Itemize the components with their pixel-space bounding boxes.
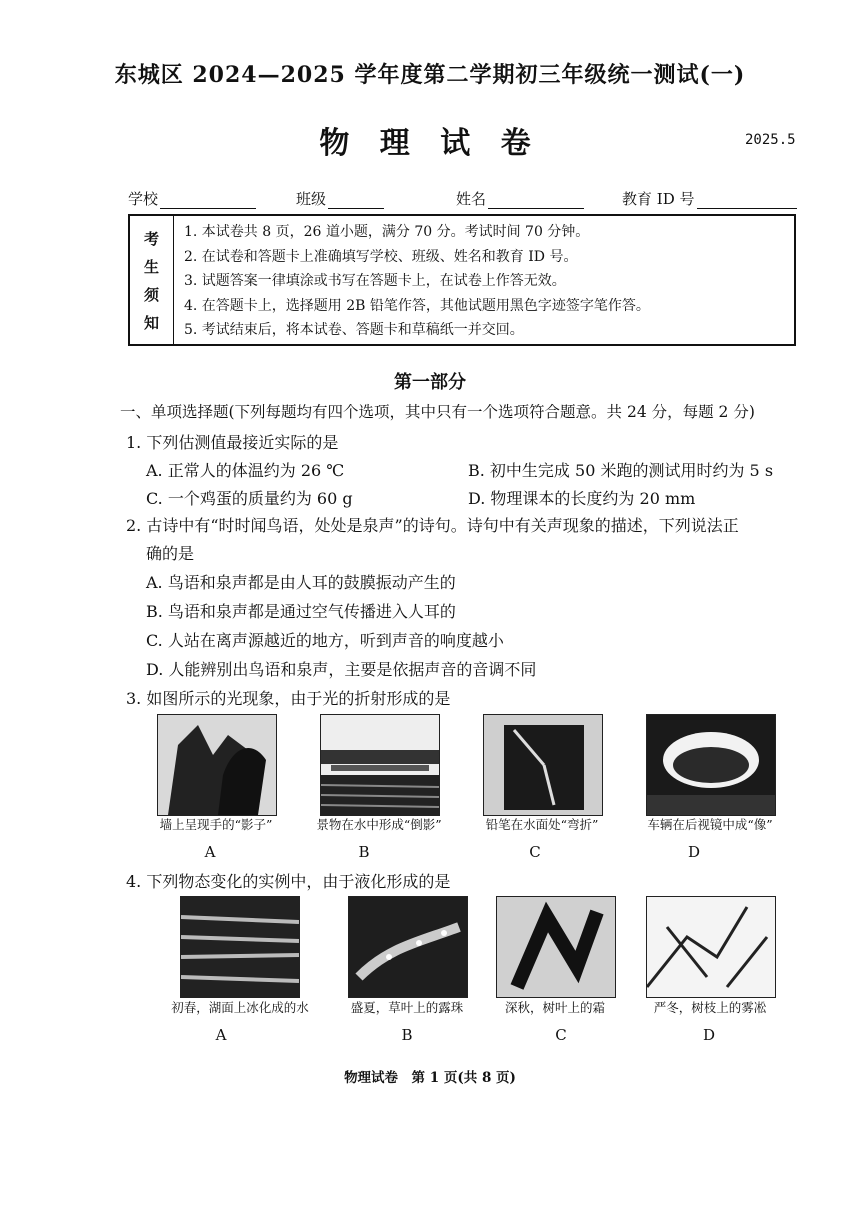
hand-shadow-image bbox=[157, 714, 277, 816]
q3-caption-c: 铅笔在水面处“弯折” bbox=[485, 817, 599, 832]
q1-stem: 1. 下列估测值最接近实际的是 bbox=[126, 433, 339, 452]
name-label: 姓名 bbox=[456, 190, 487, 208]
school-label: 学校 bbox=[128, 190, 159, 208]
frost-leaves-icon bbox=[497, 897, 615, 997]
notice-item: 4. 在答题卡上，选择题用 2B 铅笔作答，其他试题用黑色字迹签字笔作答。 bbox=[184, 297, 650, 314]
water-reflection-image bbox=[320, 714, 440, 816]
notice-list bbox=[184, 220, 788, 343]
q1-option-c[interactable]: C. 一个鸡蛋的质量约为 60 g bbox=[146, 489, 353, 508]
rime-branches-image bbox=[646, 896, 776, 998]
q4-stem: 4. 下列物态变化的实例中，由于液化形成的是 bbox=[126, 872, 451, 891]
exam-notice-box bbox=[128, 214, 796, 346]
q4-option-a[interactable]: A bbox=[215, 1026, 227, 1044]
name-blank[interactable] bbox=[488, 194, 584, 209]
exam-date: 2025.5 bbox=[745, 132, 796, 148]
edu-id-field[interactable] bbox=[622, 188, 797, 209]
q4-option-b[interactable]: B bbox=[401, 1026, 413, 1044]
q3-caption-a: 墙上呈现手的“影子” bbox=[159, 817, 273, 832]
bent-pencil-icon bbox=[484, 715, 602, 815]
class-blank[interactable] bbox=[328, 194, 384, 209]
q3-option-a[interactable]: A bbox=[204, 843, 216, 861]
subject-title: 物 理 试 卷 bbox=[319, 126, 541, 161]
class-label: 班级 bbox=[296, 190, 327, 208]
name-field[interactable] bbox=[456, 188, 584, 209]
notice-label: 考 生 须 知 bbox=[130, 216, 174, 344]
melting-ice-image bbox=[180, 896, 300, 998]
q2-option-a[interactable]: A. 鸟语和泉声都是由人耳的鼓膜振动产生的 bbox=[146, 573, 456, 592]
q4-option-c[interactable]: C bbox=[555, 1026, 567, 1044]
class-field[interactable] bbox=[296, 188, 384, 209]
rime-branches-icon bbox=[647, 897, 775, 997]
q3-option-d[interactable]: D bbox=[687, 843, 701, 861]
q4-caption-d: 严冬，树枝上的雾凇 bbox=[653, 1000, 767, 1015]
hand-shadow-icon bbox=[158, 715, 276, 815]
q1-option-a[interactable]: A. 正常人的体温约为 26 ℃ bbox=[146, 461, 345, 480]
dew-drops-image bbox=[348, 896, 468, 998]
bent-pencil-image bbox=[483, 714, 603, 816]
school-blank[interactable] bbox=[160, 194, 256, 209]
q1-option-d[interactable]: D. 物理课本的长度约为 20 mm bbox=[468, 489, 696, 508]
q4-caption-a: 初春，湖面上冰化成的水 bbox=[171, 1000, 309, 1015]
q2-option-d[interactable]: D. 人能辨别出鸟语和泉声，主要是依据声音的音调不同 bbox=[146, 660, 537, 679]
q3-option-c[interactable]: C bbox=[529, 843, 541, 861]
q4-caption-c: 深秋，树叶上的霜 bbox=[504, 1000, 605, 1015]
q3-option-b[interactable]: B bbox=[358, 843, 370, 861]
page-footer: 物理试卷 第 1 页(共 8 页) bbox=[344, 1070, 516, 1086]
notice-item: 2. 在试卷和答题卡上准确填写学校、班级、姓名和教育 ID 号。 bbox=[184, 248, 578, 265]
melting-ice-icon bbox=[181, 897, 299, 997]
dew-drops-icon bbox=[349, 897, 467, 997]
q1-option-b[interactable]: B. 初中生完成 50 米跑的测试用时约为 5 s bbox=[468, 461, 774, 480]
notice-item: 5. 考试结束后，将本试卷、答题卡和草稿纸一并交回。 bbox=[184, 322, 524, 338]
school-field[interactable] bbox=[128, 188, 256, 209]
q2-option-c[interactable]: C. 人站在离声源越近的地方，听到声音的响度越小 bbox=[146, 631, 504, 650]
exam-title: 东城区 2024—2025 学年度第二学期初三年级统一测试(一) bbox=[114, 62, 746, 88]
q4-option-d[interactable]: D bbox=[702, 1026, 716, 1044]
edu-id-label: 教育 ID 号 bbox=[622, 190, 695, 208]
q3-caption-d: 车辆在后视镜中成“像” bbox=[647, 817, 773, 832]
q2-stem-line1: 2. 古诗中有“时时闻鸟语，处处是泉声”的诗句。诗句中有关声现象的描述，下列说法正 bbox=[126, 516, 739, 535]
rearview-mirror-image bbox=[646, 714, 776, 816]
edu-id-blank[interactable] bbox=[697, 194, 797, 209]
notice-item: 1. 本试卷共 8 页，26 道小题，满分 70 分。考试时间 70 分钟。 bbox=[184, 224, 590, 240]
q2-option-b[interactable]: B. 鸟语和泉声都是通过空气传播进入人耳的 bbox=[146, 602, 456, 621]
q3-caption-b: 景物在水中形成“倒影” bbox=[316, 817, 442, 832]
q3-stem: 3. 如图所示的光现象，由于光的折射形成的是 bbox=[126, 689, 451, 708]
part-heading: 第一部分 bbox=[394, 372, 466, 393]
rearview-mirror-icon bbox=[647, 715, 775, 815]
q2-stem-line2: 确的是 bbox=[146, 544, 195, 563]
section-heading: 一、单项选择题(下列每题均有四个选项，其中只有一个选项符合题意。共 24 分，每题 2 分) bbox=[120, 403, 755, 421]
notice-item: 3. 试题答案一律填涂或书写在答题卡上，在试卷上作答无效。 bbox=[184, 273, 566, 289]
frost-leaves-image bbox=[496, 896, 616, 998]
water-reflection-icon bbox=[321, 715, 439, 815]
q4-caption-b: 盛夏，草叶上的露珠 bbox=[350, 1000, 464, 1015]
